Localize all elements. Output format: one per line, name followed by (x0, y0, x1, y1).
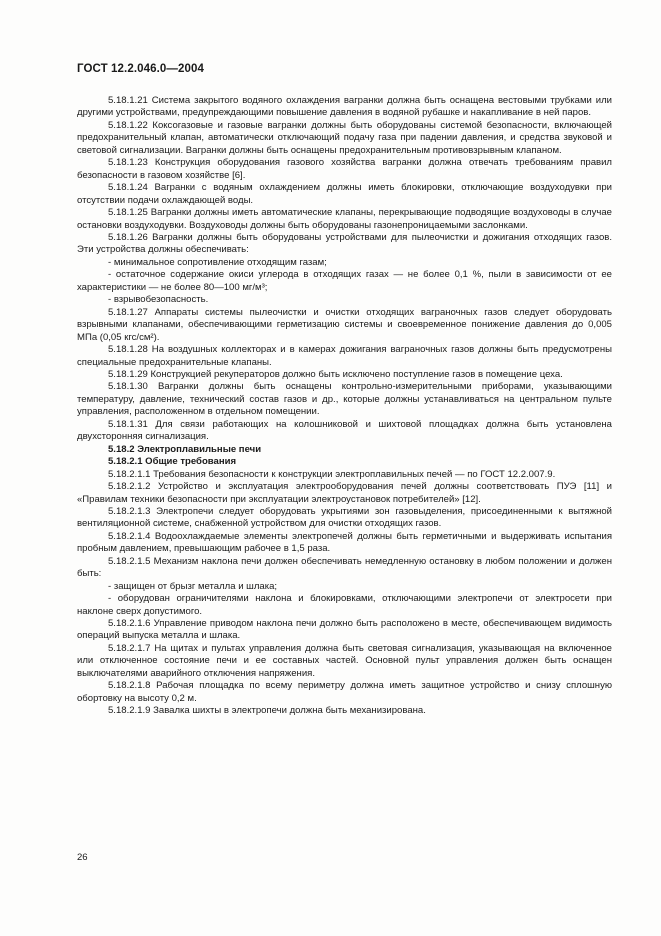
paragraph-5-18-2-1-3: 5.18.2.1.3 Электропечи следует оборудовать укрытиями зон газовыделения, присоединенными к вытяжной вентиляционной системе, снабженной устройством для очистки отходящих газов. (77, 505, 612, 530)
page-number: 26 (77, 852, 88, 863)
list-item: - минимальное сопротивление отходящим газам; (108, 256, 327, 268)
paragraph-5-18-1-21: 5.18.1.21 Система закрытого водяного охлаждения вагранки должна быть оснащена вестовыми трубками или другими устройствами, предупреждающими повышение давления в водяной рубашке и накапливание в ней паров. (77, 95, 612, 119)
paragraph-5-18-1-30: 5.18.1.30 Вагранки должны быть оснащены контрольно-измерительными приборами, указывающими температуру, давление, технический состав газов и др., которые должны устанавливаться на центральном пульте управления, расположенном в отдельном помещении. (77, 381, 612, 418)
list-item: - оборудован ограничителями наклона и блокировками, отключающими электропечи от электросети при наклоне сверх допустимого. (77, 593, 612, 617)
paragraph-5-18-1-24: 5.18.1.24 Вагранки с водяным охлаждением должны иметь блокировки, отключающие воздуходувки при отсутствии подачи охлаждающей воды. (77, 182, 612, 206)
paragraph-5-18-2-1-8: 5.18.2.1.8 Рабочая площадка по всему периметру должна иметь защитное устройство и снизу сплошную обортовку на высоту 0,2 м. (77, 680, 612, 704)
paragraph-5-18-1-27: 5.18.1.27 Аппараты системы пылеочистки и очистки отходящих ваграночных газов следует оборудовать взрывными клапанами, обеспечивающими герметизацию системы и своевременное понижение давления до 0,005 МПа (0,05 кгс/см²). (77, 306, 612, 343)
paragraph-5-18-2-1-6: 5.18.2.1.6 Управление приводом наклона печи должно быть расположено в месте, обеспечивающем видимость операций выпуска металла и шлака. (77, 618, 612, 642)
section-heading: 5.18.2 Электроплавильные печи (108, 443, 262, 455)
list-item: - защищен от брызг металла и шлака; (108, 580, 278, 592)
paragraph-5-18-2-1-4: 5.18.2.1.4 Водоохлаждаемые элементы электропечей должны быть герметичными и выдерживать испытания пробным давлением, превышающим рабочее в 1,5 раза. (77, 530, 612, 555)
document-body (77, 95, 612, 718)
list-item: - остаточное содержание окиси углерода в отходящих газах — не более 0,1 %, пыли в зависимости от ее характеристики — не более 80—100 мг/м³; (77, 269, 612, 293)
paragraph-5-18-1-29: 5.18.1.29 Конструкцией рекуператоров должно быть исключено поступление газов в помещение цеха. (108, 368, 563, 380)
paragraph-5-18-2-1-2: 5.18.2.1.2 Устройство и эксплуатация электрооборудования печей должны соответствовать ПУЭ [11] и «Правилам техники безопасности при эксплуатации электроустановок потребителей» [12]. (77, 481, 612, 505)
paragraph-5-18-2-1-7: 5.18.2.1.7 На щитах и пультах управления должна быть световая сигнализация, указывающая на включенное или отключенное состояние печи и ее составных частей. Основной пульт управления должен быть оснащен выключателями аварийного отключения напряжения. (77, 642, 612, 679)
paragraph-5-18-1-28: 5.18.1.28 На воздушных коллекторах и в камерах дожигания ваграночных газов должны быть предусмотрены специальные предохранительные клапаны. (77, 344, 612, 368)
subsection-heading: 5.18.2.1 Общие требования (108, 456, 237, 468)
paragraph-5-18-1-22: 5.18.1.22 Коксогазовые и газовые вагранки должны быть оборудованы системой безопасности, включающей предохранительный клапан, автоматически отключающий подачу газа при падении давления, и средства звуковой и световой сигнализации. Вагранки должны быть оснащены предохранительным противовзрывным клапаном. (77, 119, 612, 156)
list-item: - взрывобезопасность. (108, 294, 209, 306)
paragraph-5-18-2-1-5: 5.18.2.1.5 Механизм наклона печи должен обеспечивать немедленную остановку в любом положении и должен быть: (77, 555, 612, 580)
paragraph-5-18-1-25: 5.18.1.25 Вагранки должны иметь автоматические клапаны, перекрывающие подводящие воздуховоды в случае остановки воздуходувки. Воздуховоды должны быть оборудованы газонепроницаемыми заслонками. (77, 207, 612, 231)
paragraph-5-18-2-1-1: 5.18.2.1.1 Требования безопасности к конструкции электроплавильных печей — по ГОСТ 12.2.007.9. (108, 468, 556, 480)
page-header: ГОСТ 12.2.046.0—2004 (77, 63, 204, 75)
paragraph-5-18-1-31: 5.18.1.31 Для связи работающих на колошниковой и шихтовой площадках должна быть установлена двухсторонняя сигнализация. (77, 418, 612, 443)
paragraph-5-18-1-26: 5.18.1.26 Вагранки должны быть оборудованы устройствами для пылеочистки и дожигания отходящих газов. Эти устройства должны обеспечивать: (77, 231, 612, 256)
paragraph-5-18-2-1-9: 5.18.2.1.9 Завалка шихты в электропечи должна быть механизирована. (108, 705, 426, 717)
paragraph-5-18-1-23: 5.18.1.23 Конструкция оборудования газового хозяйства вагранки должна отвечать требованиям правил безопасности в газовом хозяйстве [6]. (77, 157, 612, 181)
